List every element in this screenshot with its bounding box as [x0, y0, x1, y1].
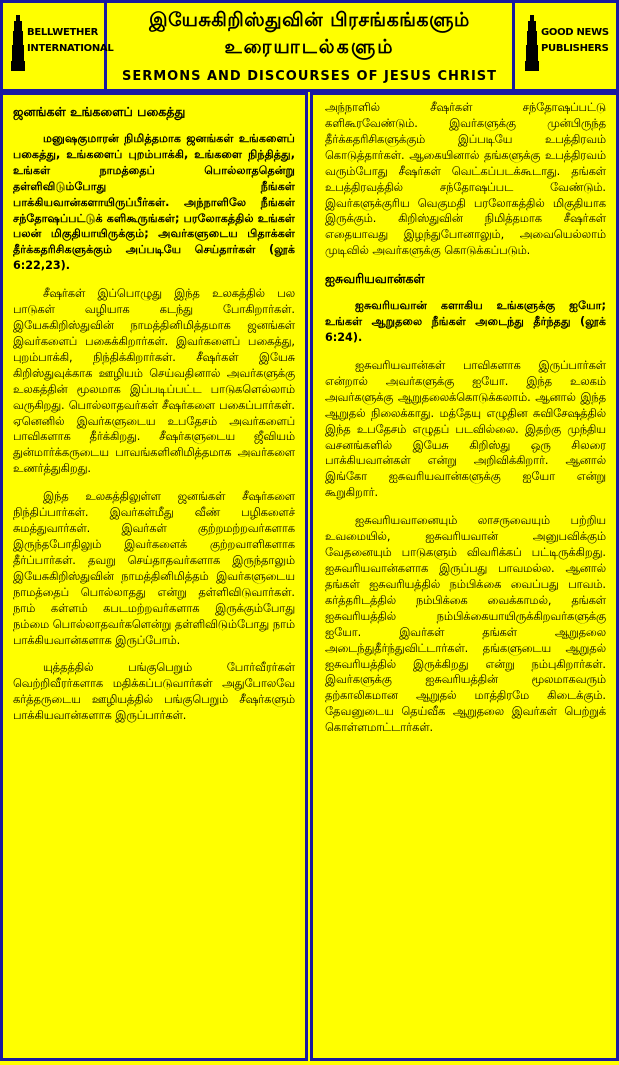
- title-area: [107, 3, 512, 89]
- paragraph: சீஷர்கள் இப்பொழுது இந்த உலகத்தில் பல பாடுகள் வழியாக கடந்து போகிறார்கள். இயேசுகிறிஸ்துவின் நாமத்தினிமித்தமாக ஜனங்கள் இவர்களைப் பகைக்கிறார்கள். இவர்களைப் பகைத்து, புறம்பாக்கி, நிந்திக்கிறார்கள். சீஷர்கள் இயேசு கிறிஸ்துவுக்காக ஊழியம் செய்வதினால் அவர்களுக்கு உலகத்தின் மூலமாக இப்படிப்பட்ட பாடுகளெல்லாம் வருகிறது. பொல்லாதவர்கள் சீஷர்களை பகைப்பார்கள். ஏனெனில் இவர்களுடைய உபதேசம் அவர்களைப் பாவிகளாக தீர்க்கிறது. சீஷர்களுடைய ஜீவியம் துன்மார்க்கருடைய பாவங்களினிமித்தமாக அவர்களை உணர்த்துகிறது.: [13, 287, 295, 476]
- logo-right-line2: PUBLISHERS: [541, 43, 609, 54]
- paragraph: யுத்தத்தில் பங்குபெறும் போர்வீரர்கள் வெற்றிவீரர்களாக மதிக்கப்படுவார்கள் அதுபோலவே கர்த்தருடைய ஊழியத்தில் பங்குபெறும் சீஷர்களும் பாக்கியவான்களாக இருப்பார்கள்.: [13, 661, 295, 723]
- logo-left-line2: INTERNATIONAL: [27, 43, 114, 54]
- paragraph: ஐசுவரியவான்கள் பாவிகளாக இருப்பார்கள் என்றால் அவர்களுக்கு ஐயோ. இந்த உலகம் அவர்களுக்கு ஆறுதலைக்கொடுக்கலாம். ஆனால் இந்த ஆறுதல் நிலைக்காது. மத்தேயு எழுதின சுவிசேஷத்தில் இந்த உபதேசம் எழுதப் படவில்லை. இதற்கு முந்திய வசனங்களில் இயேசு கிறிஸ்து ஒரு சிலரை பாக்கியவான்கள் என்று அறிவிக்கிறார். ஆனால் இங்கோ ஐசுவரியவான்களுக்கு ஐயோ என்று கூறுகிறார்.: [325, 358, 606, 500]
- paragraph: அந்நாளில் சீஷர்கள் சந்தோஷப்பட்டு களிகூரவேண்டும். இவர்களுக்கு முன்பிருந்த தீர்க்கதரிசிகளுக்கும் இப்படியே உபத்திரவம் கொடுத்தார்கள். ஆகையினால் தங்களுக்கு உபத்திரவம் வரும்போது சீஷர்கள் வெட்கப்படக்கூடாது. தங்கள் உபத்திரவத்தில் சந்தோஷப்பட வேண்டும். இவர்களுக்குரிய வெகுமதி பரலோகத்தில் மிகுதியாக இருக்கும். கிறிஸ்துவின் நிமித்தமாக சீஷர்கள் எதையாவது இழந்துபோனாலும், அவையெல்லாம் முடிவில் அவர்களுக்கு கொடுக்கப்படும்.: [325, 101, 606, 258]
- right-column: [310, 92, 619, 1061]
- logo-text-left: [27, 25, 113, 57]
- section-heading: ஐசுவரியவான்கள்: [325, 271, 425, 287]
- paragraph: ஐசுவரியவானையும் லாசருவையும் பற்றிய உவமையில், ஐசுவரியவான் அனுபவிக்கும் வேதனையும் பாடுகளும் விவரிக்கப் பட்டிருக்கிறது. ஐசுவரியவான்களாக இருப்பது பாவமல்ல. ஆனால் தங்கள் ஐசுவரியத்தில் நம்பிக்கை வைப்பது பாவம். கர்த்தரிடத்தில் நம்பிக்கை வைக்காமல், தங்கள் ஐசுவரியத்தில் நம்பிக்கையாயிருக்கிறவர்களுக்கு ஐயோ. இவர்கள் தங்கள் ஆறுதலை அடைந்துதீர்ந்துவிட்டார்கள். தங்களுடைய ஆறுதல் ஐசுவரியத்தில் இருக்கிறது என்று நம்புகிறார்கள். இவர்களுக்கு ஐசுவரியத்தின் மூலமாகவரும் தற்காலிகமான ஆறுதல் மாத்திரமே கிடைக்கும். தேவனுடைய தெய்வீக ஆறுதலை இவர்கள் பெற்றுக் கொள்ளமாட்டார்கள்.: [325, 514, 606, 735]
- title-tamil-line2: உரையாடல்களும்: [224, 36, 395, 58]
- logo-right-line1: GOOD NEWS: [541, 27, 609, 38]
- logo-text-right: [541, 25, 609, 57]
- book-tower-icon: [11, 15, 25, 71]
- logo-left-line1: BELLWETHER: [27, 27, 99, 38]
- logo-bellwether: [3, 3, 114, 89]
- title-tamil-line1: இயேசுகிறிஸ்துவின் பிரசங்கங்களும்: [149, 9, 470, 31]
- book-tower-icon: [525, 15, 539, 71]
- section-heading: ஜனங்கள் உங்களைப் பகைத்து: [13, 104, 186, 119]
- left-column: [0, 92, 308, 1061]
- title-english: SERMONS AND DISCOURSES OF JESUS CHRIST: [121, 69, 498, 84]
- header-banner: [0, 0, 619, 92]
- verse-quote: ஐசுவரியவான் களாகிய உங்களுக்கு ஐயோ; உங்கள் ஆறுதலை நீங்கள் அடைந்து தீர்ந்தது (லூக் 6:24).: [325, 299, 606, 345]
- paragraph: இந்த உலகத்திலுள்ள ஜனங்கள் சீஷர்களை நிந்திப்பார்கள். இவர்கள்மீது வீண் பழிகளைச் சுமத்துவார்கள். இவர்கள் குற்றமற்றவர்களாக இருந்தபோதிலும் இவர்களைக் குற்றவாளிகளாக தீர்ப்பார்கள். தவறு செய்தாதவர்களாக இருந்தாலும் இயேசுகிறிஸ்துவின் நாமத்தினிமித்தம் இவர்களுடைய நாமத்தைப் பொல்லாதது என்று தள்ளிவிடுவார்கள். நாம் கள்ளம் கபடமற்றவர்களாக இருக்கும்போது நம்மை பொல்லாதவர்களென்று தள்ளிவிடும்போது நாம் பாக்கியவான்களாக இருப்போம்.: [13, 490, 295, 647]
- logo-good-news: [512, 3, 616, 89]
- verse-quote: மனுஷகுமாரன் நிமித்தமாக ஜனங்கள் உங்களைப் பகைத்து, உங்களைப் புறம்பாக்கி, உங்களை நிந்தித்து, உங்கள் நாமத்தைப் பொல்லாததென்று தள்ளிவிடும்போது நீங்கள் பாக்கியவான்களாயிருப்பீர்கள். அந்நாளிலே நீங்கள் சந்தோஷப்பட்டுக் களிகூருங்கள்; பரலோகத்தில் உங்கள் பலன் மிகுதியாயிருக்கும்; அவர்களுடைய பிதாக்கள் தீர்க்கதரிசிகளுக்கும் அப்படியே செய்தார்கள் (லூக் 6:22,23).: [13, 132, 295, 273]
